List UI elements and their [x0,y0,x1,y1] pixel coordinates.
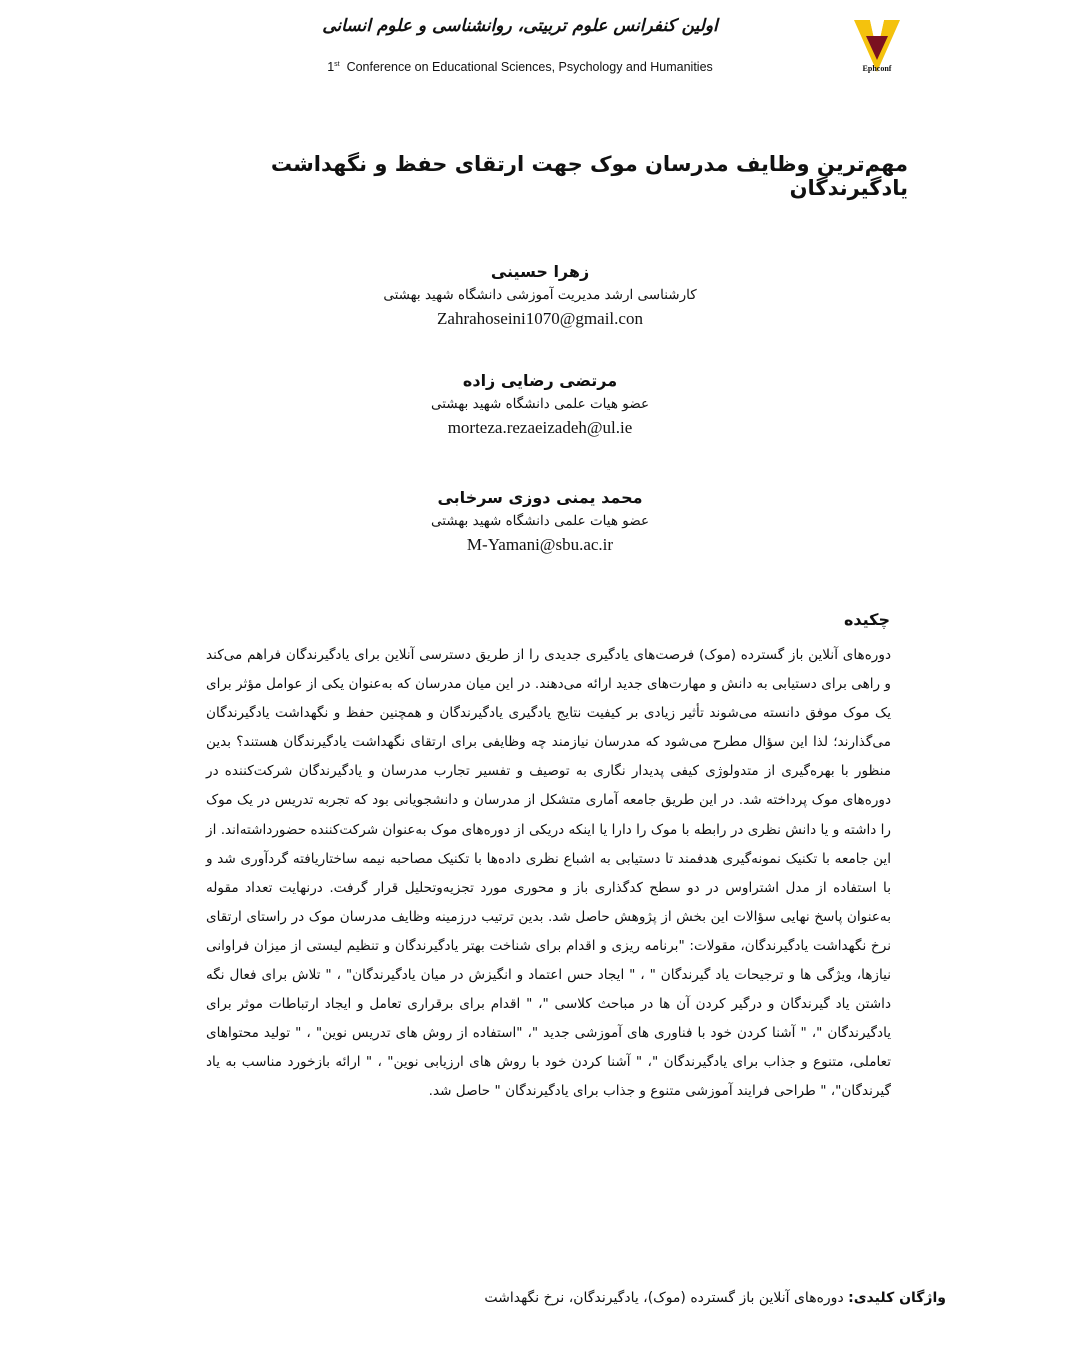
conference-ordinal-suffix: st [334,60,340,68]
author-name: زهرا حسینی [490,262,590,281]
abstract-heading: چکیده [843,610,890,629]
author-name: محمد یمنی دوزی سرخابی [437,488,643,507]
keywords-value: دوره‌های آنلاین باز گسترده (موک)، یادگیرندگان، نرخ نگهداشت [484,1290,849,1306]
conference-title-fa: اولین کنفرانس علوم تربیتی، روانشناسی و علوم انسانی [322,16,718,36]
author-affiliation: عضو هیات علمی دانشگاه شهید بهشتی [430,513,650,529]
abstract-body: دوره‌های آنلاین باز گسترده (موک) فرصت‌های یادگیری جدیدی را از طریق دسترسی آنلاین برای یادگیرندگان فراهم می‌کند و راهی برای دستیابی به دانش و مهارت‌های جدید ارائه می‌دهند. در این میان مدرسان که به‌عنوان یکی از عوامل مؤثر برای یک موک موفق دانسته می‌شوند تأثیر زیادی بر کیفیت نتایج یادگیری یادگیرندگان و همچنین حفظ و نگهداشت یادگیرندگان می‌گذارند؛ لذا این سؤال مطرح می‌شود که مدرسان نیازمند چه وظایفی برای ارتقای نگهداشت یادگیرندگان هستند؟ بدین منظور با بهره‌گیری از متدولوژی کیفی پدیدار نگاری به توصیف و تفسیر تجارب مدرسان و یادگیرندگان شرکت‌کننده در دوره‌های موک پرداخته شد. در این طریق جامعه آماری متشکل از مدرسان و دانشجویانی بود که تجربه تدریس در یک موک را داشته و یا دانش نظری در رابطه با موک را دارا یا اینکه دریکی از دوره‌های موک به‌عنوان شرکت‌کننده حضورداشته‌اند. از این جامعه با تکنیک نمونه‌گیری هدفمند تا دستیابی به اشباع نظری داده‌ها با تکنیک مصاحبه نیمه ساختاریافته گردآوری شد و با استفاده از مدل اشتراوس در دو سطح کدگذاری باز و محوری مورد تجزیه‌وتحلیل قرار گرفت. درنهایت تعداد مقوله به‌عنوان پاسخ نهایی سؤالات این بخش از پژوهش حاصل شد. بدین ترتیب درزمینه وظایف مدرسان موک در راستای ارتقای نرخ نگهداشت یادگیرندگان، مقولات: "برنامه ریزی و اقدام برای شناخت بهتر یادگیرندگان و تنظیم لیستی از میزان فراوانی نیازها، ویژگی ها و ترجیحات یاد گیرندگان " ، " ایجاد حس اعتماد و انگیزش در میان یادگیرندگان" ، " تلاش برای فعال نگه داشتن یاد گیرندگان و درگیر کردن آن ها در مباحث کلاسی "، " اقدام برای برقراری تعامل و ایجاد ارتباطات موثر برای یادگیرندگان "، " آشنا کردن خود با فناوری های آموزشی جدید "، "استفاده از روش های تدریس نوین" ، " تولید محتواهای تعاملی، متنوع و جذاب برای یادگیرندگان "، " آشنا کردن خود با روش های ارزیابی نوین" ، " ارائه بازخورد مناسب به یاد گیرندگان"، " طراحی فرایند آموزشی متنوع و جذاب برای یادگیرندگان " حاصل شد. [206,647,891,1100]
page-header [0,0,1080,100]
conference-name-en: Conference on Educational Sciences, Psychology and Humanities [346,60,713,74]
author-affiliation: عضو هیات علمی دانشگاه شهید بهشتی [430,396,650,412]
paper-title: مهم‌ترین وظایف مدرسان موک جهت ارتقای حفظ و نگهداشت یادگیرندگان [270,152,908,200]
author-block [300,371,780,438]
author-block [300,262,780,329]
author-email: morteza.rezaeizadeh@ul.ie [447,418,633,437]
author-affiliation: کارشناسی ارشد مدیریت آموزشی دانشگاه شهید بهشتی [383,287,697,303]
author-name: مرتضی رضایی زاده [462,371,618,390]
author-email: M-Yamani@sbu.ac.ir [466,535,614,554]
conference-ordinal: 1 [327,60,335,74]
author-email: Zahrahoseini1070@gmail.con [437,309,643,328]
keywords-line [390,1290,946,1306]
conference-title-en [250,60,790,74]
logo-text: Ephconf [862,64,892,73]
author-block [300,488,780,555]
keywords-label: واژگان کلیدی: [848,1290,946,1306]
